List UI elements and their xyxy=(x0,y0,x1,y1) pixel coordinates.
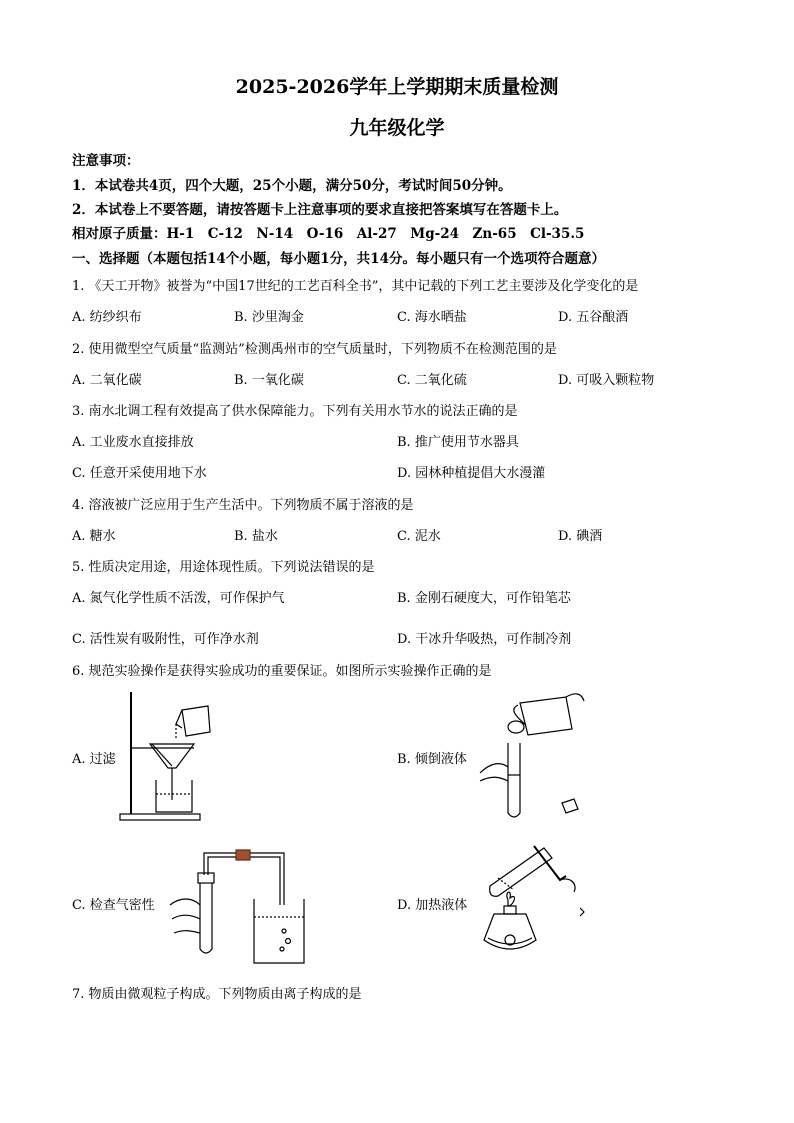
question-2-option-b: B. 一氧化碳 xyxy=(234,373,304,388)
pouring-liquid-figure xyxy=(470,685,590,825)
question-6-option-d: D. 加热液体 xyxy=(397,898,468,913)
question-6-option-c: C. 检查气密性 xyxy=(72,898,155,913)
question-2-stem: 2. 使用微型空气质量“监测站”检测禹州市的空气质量时，下列物质不在检测范围的是 xyxy=(72,342,557,357)
question-7-stem: 7. 物质由微观粒子构成。下列物质由离子构成的是 xyxy=(72,987,362,1002)
question-3-option-c: C. 任意开采使用地下水 xyxy=(72,466,207,481)
question-6-option-a: A. 过滤 xyxy=(72,752,116,767)
question-6-option-b: B. 倾倒液体 xyxy=(397,752,467,767)
question-4-option-b: B. 盐水 xyxy=(234,529,278,544)
question-3-option-b: B. 推广使用节水器具 xyxy=(397,435,519,450)
question-4-option-a: A. 糖水 xyxy=(72,529,116,544)
airtightness-figure xyxy=(160,845,320,970)
question-1-stem: 1. 《天工开物》被誉为“中国17世纪的工艺百科全书”，其中记载的下列工艺主要涉及化学变化的是 xyxy=(72,279,639,294)
question-5-option-c: C. 活性炭有吸附性，可作净水剂 xyxy=(72,632,259,647)
question-2-option-d: D. 可吸入颗粒物 xyxy=(558,373,655,388)
question-1-option-c: C. 海水晒盐 xyxy=(397,310,467,325)
question-3-option-d: D. 园林种植提倡大水漫灌 xyxy=(397,466,546,481)
question-4-stem: 4. 溶液被广泛应用于生产生活中。下列物质不属于溶液的是 xyxy=(72,498,414,513)
question-5-option-b: B. 金刚石硬度大，可作铅笔芯 xyxy=(397,591,571,606)
notice-item-2: 2．本试卷上不要答题，请按答题卡上注意事项的要求直接把答案填写在答题卡上。 xyxy=(72,202,568,218)
filtration-figure xyxy=(110,688,220,823)
notice-heading: 注意事项： xyxy=(72,153,140,169)
question-2-option-a: A. 二氧化碳 xyxy=(72,373,142,388)
page-title: 2025-2026学年上学期期末质量检测 xyxy=(235,76,559,98)
heating-liquid-figure xyxy=(470,840,590,965)
question-1-option-a: A. 纺纱织布 xyxy=(72,310,142,325)
question-3-stem: 3. 南水北调工程有效提高了供水保障能力。下列有关用水节水的说法正确的是 xyxy=(72,404,518,419)
page-subtitle: 九年级化学 xyxy=(349,117,445,139)
question-1-option-b: B. 沙里淘金 xyxy=(234,310,304,325)
question-5-option-a: A. 氮气化学性质不活泼，可作保护气 xyxy=(72,591,285,606)
question-2-option-c: C. 二氧化硫 xyxy=(397,373,467,388)
notice-item-1: 1．本试卷共4页，四个大题，25个小题，满分50分，考试时间50分钟。 xyxy=(72,178,512,194)
question-5-option-d: D. 干冰升华吸热，可作制冷剂 xyxy=(397,632,572,647)
question-3-option-a: A. 工业废水直接排放 xyxy=(72,435,194,450)
section-heading: 一、选择题（本题包括14个小题，每小题1分，共14分。每小题只有一个选项符合题意） xyxy=(72,251,605,267)
question-4-option-d: D. 碘酒 xyxy=(558,529,603,544)
question-1-option-d: D. 五谷酿酒 xyxy=(558,310,629,325)
question-5-stem: 5. 性质决定用途，用途体现性质。下列说法错误的是 xyxy=(72,560,375,575)
atomic-mass-line: 相对原子质量：H-1 C-12 N-14 O-16 Al-27 Mg-24 Zn-65 Cl-35.5 xyxy=(72,226,585,242)
question-4-option-c: C. 泥水 xyxy=(397,529,441,544)
question-6-stem: 6. 规范实验操作是获得实验成功的重要保证。如图所示实验操作正确的是 xyxy=(72,664,492,679)
